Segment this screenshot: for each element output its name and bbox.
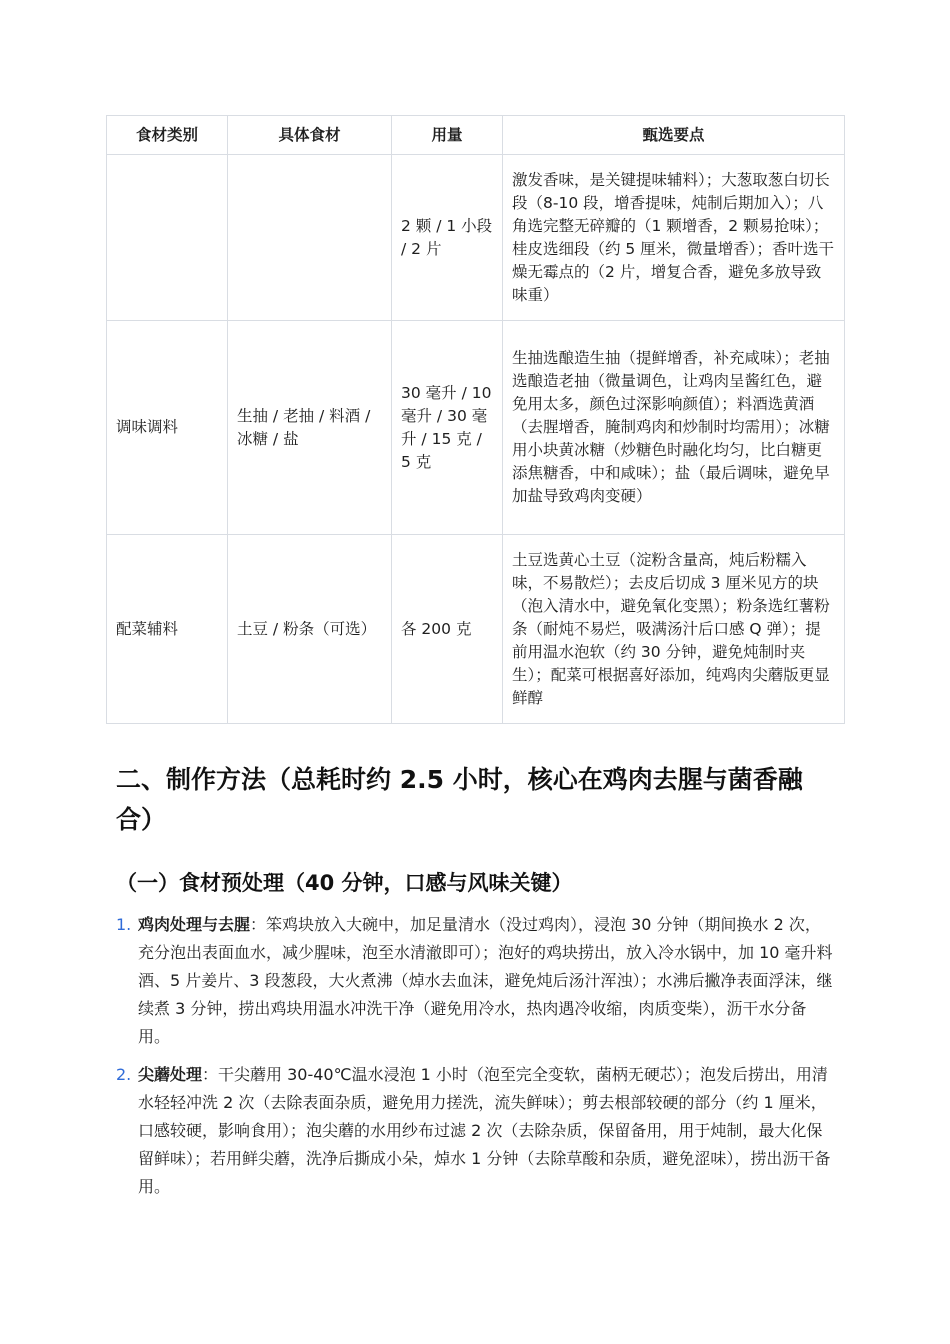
- list-item: [116, 911, 836, 1051]
- steps-list: [116, 911, 836, 1211]
- section-heading: 二、制作方法（总耗时约 2.5 小时，核心在鸡肉去腥与菌香融合）: [116, 765, 803, 834]
- header-category: 食材类别: [107, 116, 228, 155]
- cell-category: 调味调料: [107, 321, 228, 535]
- table-row: [107, 155, 845, 321]
- cell-amount: 2 颗 / 1 小段 / 2 片: [392, 155, 503, 321]
- table-row: [107, 321, 845, 535]
- step-body: ：笨鸡块放入大碗中，加足量清水（没过鸡肉），浸泡 30 分钟（期间换水 2 次，充分泡出表面血水，减少腥味，泡至水清澈即可）；泡好的鸡块捞出，放入冷水锅中，加 10 毫升料酒、5 片姜片、3 段葱段，大火煮沸（焯水去血沫，避免炖后汤汁浑浊）；水沸后撇净表面浮沫，继续煮 3 分钟，捞出鸡块用温水冲洗干净（避免用冷水，热肉遇冷收缩，肉质变柴），沥干水分备用。: [138, 915, 833, 1046]
- subsection-heading: （一）食材预处理（40 分钟，口感与风味关键）: [116, 871, 573, 895]
- header-amount: 用量: [392, 116, 503, 155]
- cell-amount: 各 200 克: [392, 535, 503, 724]
- header-ingredient: 具体食材: [228, 116, 392, 155]
- cell-category: 配菜辅料: [107, 535, 228, 724]
- cell-ingredient: [228, 155, 392, 321]
- table-row: [107, 535, 845, 724]
- list-item: [116, 1061, 836, 1201]
- table-header-row: [107, 116, 845, 155]
- step-title: 尖蘑处理: [138, 1065, 203, 1084]
- step-number: 1.: [116, 915, 132, 934]
- step-body: ：干尖蘑用 30-40℃温水浸泡 1 小时（泡至完全变软，菌柄无硬芯）；泡发后捞出，用清水轻轻冲洗 2 次（去除表面杂质，避免用力搓洗，流失鲜味）；剪去根部较硬的部分（约 1 厘米，口感较硬，影响食用）；泡尖蘑的水用纱布过滤 2 次（去除杂质，保留备用，用于炖制，最大化保留鲜味）；若用鲜尖蘑，洗净后撕成小朵，焯水 1 分钟（去除草酸和杂质，避免涩味），捞出沥干备用。: [138, 1065, 831, 1196]
- cell-tips: 生抽选酿造生抽（提鲜增香，补充咸味）；老抽选酿造老抽（微量调色，让鸡肉呈酱红色，避免用太多，颜色过深影响颜值）；料酒选黄酒（去腥增香，腌制鸡肉和炒制时均需用）；冰糖用小块黄冰糖（炒糖色时融化均匀，比白糖更添焦糖香，中和咸味）；盐（最后调味，避免早加盐导致鸡肉变硬）: [503, 321, 845, 535]
- cell-ingredient: 生抽 / 老抽 / 料酒 / 冰糖 / 盐: [228, 321, 392, 535]
- ingredient-table-container: [106, 115, 844, 724]
- cell-tips: 激发香味，是关键提味辅料）；大葱取葱白切长段（8-10 段，增香提味，炖制后期加入）；八角选完整无碎瓣的（1 颗增香，2 颗易抢味）；桂皮选细段（约 5 厘米，微量增香）；香叶选干燥无霉点的（2 片，增复合香，避免多放导致味重）: [503, 155, 845, 321]
- step-title: 鸡肉处理与去腥: [138, 915, 251, 934]
- cell-tips: 土豆选黄心土豆（淀粉含量高，炖后粉糯入味，不易散烂）；去皮后切成 3 厘米见方的块（泡入清水中，避免氧化变黑）；粉条选红薯粉条（耐炖不易烂，吸满汤汁后口感 Q 弹）；提前用温水泡软（约 30 分钟，避免炖制时夹生）；配菜可根据喜好添加，纯鸡肉尖蘑版更显鲜醇: [503, 535, 845, 724]
- cell-amount: 30 毫升 / 10 毫升 / 30 毫升 / 15 克 / 5 克: [392, 321, 503, 535]
- cell-ingredient: 土豆 / 粉条（可选）: [228, 535, 392, 724]
- cell-category: [107, 155, 228, 321]
- header-tips: 甄选要点: [503, 116, 845, 155]
- ingredient-table: [106, 115, 845, 724]
- step-number: 2.: [116, 1065, 132, 1084]
